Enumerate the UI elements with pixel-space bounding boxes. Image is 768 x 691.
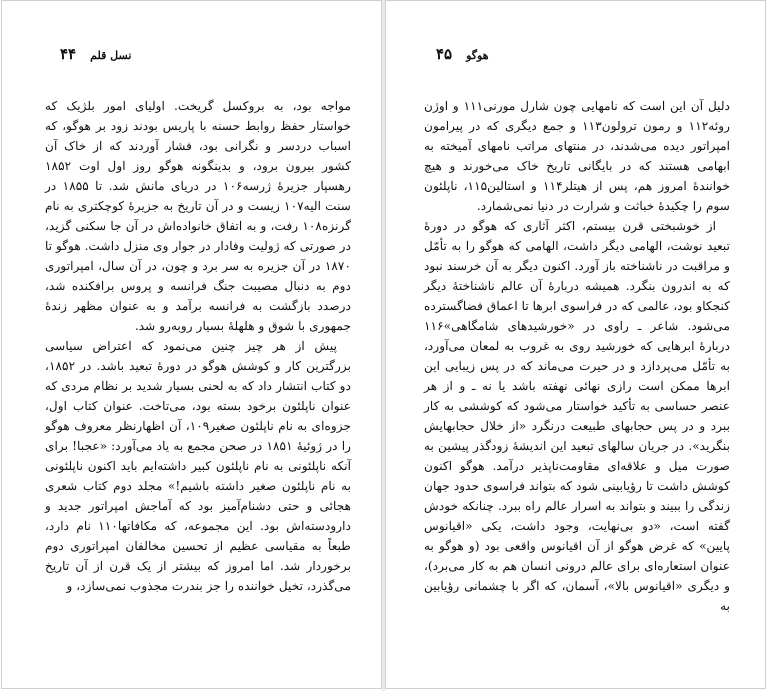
right-page <box>385 0 766 689</box>
right-page-body <box>424 96 730 616</box>
right-paragraph-1: دلیل آن این است که نامهایی چون شارل مورنی۱۱۱ و اوژن روئه۱۱۲ و رمون ترولون۱۱۳ و جمع دیگری که در پیرامون امپراتور دیده می‌شدند، در منتهای مراتب نامهای آمیخته به ابهامی هستند که در بایگانی تاریخ خاک می‌خورند و هیچ خوانندهٔ امروز هم، پس از هیتلر۱۱۴ و استالین۱۱۵، ناپلئون سوم را چکیدهٔ خباثت و شرارت در دنیا نمی‌شمارد. <box>424 99 730 213</box>
left-paragraph-1: مواجه بود، به بروکسل گریخت. اولیای امور بلژیک که خواستار حفظ روابط حسنه با پاریس بودند زود بر هوگو، که اسباب دردسر و نگرانی بود، فشار آوردند که از خاک آن کشور بیرون برود، و بدینگونه هوگو روز اول اوت ۱۸۵۲ رهسپار جزیرهٔ ژرسه۱۰۶ در دریای مانش شد. تا ۱۸۵۵ در سنت الیه۱۰۷ زیست و در آن تاریخ به جزیرهٔ کوچکتری به نام گرنزه۱۰۸ رفت، و به اتفاق خانواده‌اش در آن جا سکنی گزید، در صورتی که ژولیت وفادار در جوار وی منزل داشت. هوگو تا ۱۸۷۰ در آن جزیره به سر برد و چون، در آن سال، امپراتوری دوم به دنبال مصیبت جنگ فرانسه و پروس برافکنده شد، درصدد بازگشت به فرانسه برآمد و به عنوان مظهر زندهٔ جمهوری با شوق و هلهلهٔ بسیار روبه‌رو شد. <box>44 99 351 333</box>
left-running-title: نسل قلم <box>90 49 132 62</box>
right-paragraph-2: از خوشبختی قرن بیستم، اکثر آثاری که هوگو در دورهٔ تبعید نوشت، الهامی دیگر داشت، الهامی که هوگو را به تأمّل و مراقبت در ناشناخته باز آورد. اکنون دیگر به آن خرسند نبود که به اندرون بنگرد. همیشه دربارهٔ آن عالم ناشناختهٔ دیگر کنجکاو بود، عالمی که در فراسوی ابرها تا اعماق فضاگسترده می‌شود. شاعر ـ راوی در «خورشیدهای شامگاهی»۱۱۶ دربارهٔ ابرهایی که خورشید روی به غروب به لمعان می‌آورد، به تأمّل می‌پردازد و در حیرت می‌ماند که در پس زیبایی این ابرها ممکن است رازی نهائی نهفته باشد یا نه ـ و از هر عنصر حساسی به تأکید خواستار می‌شود که کوششی به کار ببرد و در پس حجابهای طبیعت درنگرد «از خلال حجابهایش بنگرید». در جریان سالهای تبعید این اندیشهٔ زودگذر پیشین به صورت میل و علاقه‌ای مقاومت‌ناپذیر درآمد. هوگو اکنون کوشش داشت تا رؤیابینی شود که بتواند فراسوی حدود جهان زندگی را ببیند و بتواند به اسرار عالم راه ببرد. چنانکه خودش گفته است، «دو بی‌نهایت، وجود داشت، یکی «اقیانوس پایین» که غرض هوگو از آن اقیانوس واقعی بود (و هوگو به عنوان استعاره‌ای برای عالم درونی انسان هم به کار می‌برد)، و دیگری «اقیانوس بالا»، آسمان، که اگر با چشمانی رؤیابین به <box>424 219 730 613</box>
left-page <box>1 0 382 689</box>
right-page-number: ۴۵ <box>436 45 453 63</box>
left-page-body <box>45 96 351 596</box>
left-page-header <box>60 45 131 63</box>
right-running-title: هوگو <box>466 49 489 62</box>
right-page-header <box>436 45 489 63</box>
left-paragraph-2: پیش از هر چیز چنین می‌نمود که اعتراض سیاسی بزرگترین کار و کوشش هوگو در دورهٔ تبعید باشد. در ۱۸۵۲، دو کتاب انتشار داد که به لحنی بسیار شدید بر نظام مردی که عنوان ناپلئون برخود بسته بود، می‌تاخت. عنوان کتاب اول، جزوه‌ای به نام ناپلئون صغیر۱۰۹، آن اظهارنظر معروف هوگو را در ژوئیهٔ ۱۸۵۱ در صحن مجمع به یاد می‌آورد: «عجبا! برای آنکه ناپلئونی به نام ناپلئون کبیر داشته‌ایم باید اکنون ناپلئونی به نام ناپلئون صغیر داشته باشیم!» مجلد دوم کتاب شعری هجائی و حتی دشنام‌آمیز بود که آماجش امپراتور جدید و دارودسته‌اش بود. این مجموعه، که مکافاتها۱۱۰ نام دارد، طبعاً به مقیاسی عظیم از تحسین مخالفان امپراتوری دوم برخوردار شد. اما امروز که بیشتر از یک قرن از آن تاریخ می‌گذرد، تخیل خواننده را جز بندرت مجذوب نمی‌سازد، و <box>45 339 351 593</box>
left-page-number: ۴۴ <box>60 45 77 63</box>
